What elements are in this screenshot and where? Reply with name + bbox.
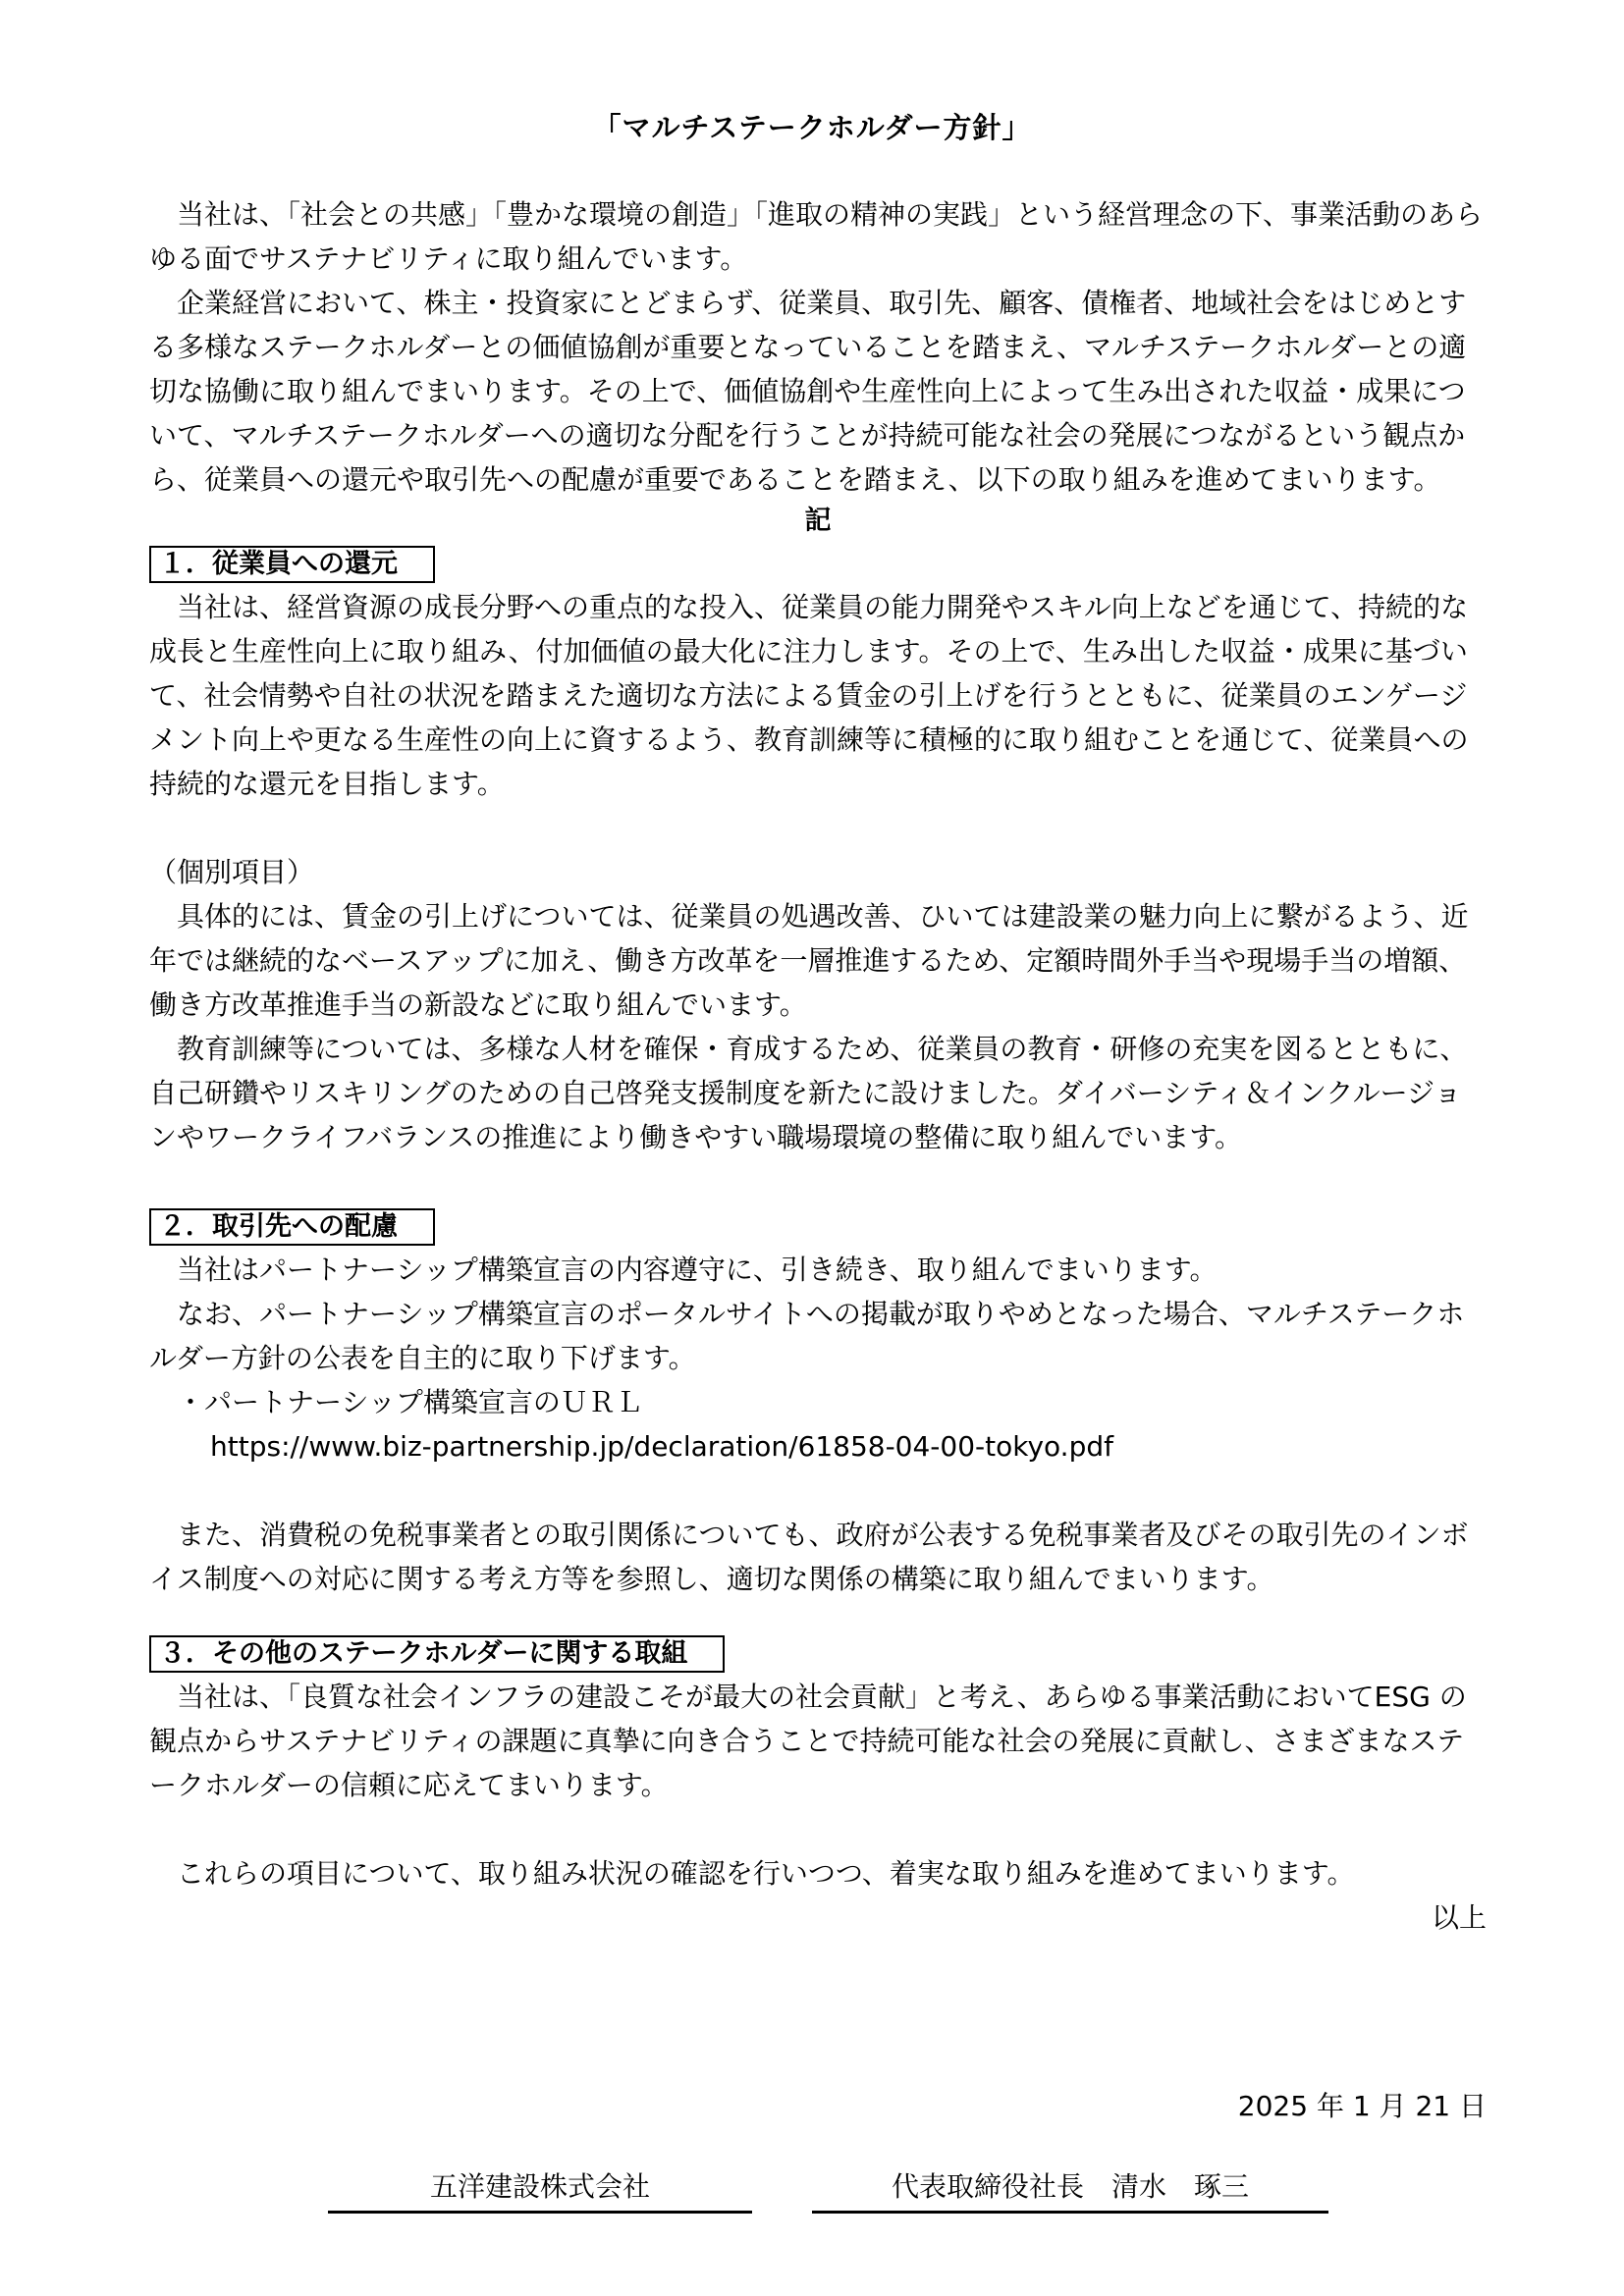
spacer: [149, 1468, 1487, 1513]
section-3-heading: ３．その他のステークホルダーに関する取組: [149, 1635, 725, 1673]
section-2-heading: ２．取引先への配慮: [149, 1208, 435, 1246]
document-title: 「マルチステークホルダー方針」: [592, 111, 1032, 144]
company-name: 五洋建設株式会社: [328, 2165, 752, 2214]
ijou-mark: 以上: [1431, 1901, 1487, 1934]
section-1-paragraph-1: 当社は、経営資源の成長分野への重点的な投入、従業員の能力開発やスキル向上などを通じて、持続的な成長と生産性向上に取り組み、付加価値の最大化に注力します。その上で、生み出した収益・成果に基づいて、社会情勢や自社の状況を踏まえた適切な方法による賃金の引上げを行うとともに、従業員のエンゲージメント向上や更なる生産性の向上に資するよう、教育訓練等に積極的に取り組むことを通じて、従業員への持続的な還元を目指します。: [149, 591, 1469, 800]
intro-paragraph-2: 企業経営において、株主・投資家にとどまらず、従業員、取引先、顧客、債権者、地域社会をはじめとする多様なステークホルダーとの価値協創が重要となっていることを踏まえ、マルチステークホルダーとの適切な協働に取り組んでまいります。その上で、価値協創や生産性向上によって生み出された収益・成果について、マルチステークホルダーへの適切な分配を行うことが持続可能な社会の発展につながるという観点から、従業員への還元や取引先への配慮が重要であることを踏まえ、以下の取り組みを進めてまいります。: [149, 287, 1467, 496]
section-2-paragraph-1: 当社はパートナーシップ構築宣言の内容遵守に、引き続き、取り組んでまいります。: [177, 1254, 1218, 1286]
section-1-heading: １．従業員への還元: [149, 546, 435, 583]
section-2-paragraph-2: なお、パートナーシップ構築宣言のポータルサイトへの掲載が取りやめとなった場合、マルチステークホルダー方針の公表を自主的に取り下げます。: [149, 1298, 1465, 1374]
spacer: [149, 1159, 1487, 1203]
closing-paragraph: これらの項目について、取り組み状況の確認を行いつつ、着実な取り組みを進めてまいります。: [177, 1857, 1355, 1890]
section-2-paragraph-3: また、消費税の免税事業者との取引関係についても、政府が公表する免税事業者及びその取引先のインボイス制度への対応に関する考え方等を参照し、適切な関係の構築に取り組んでまいります。: [149, 1519, 1469, 1595]
partnership-url-link[interactable]: https://www.biz-partnership.jp/declaration/61858-04-00-tokyo.pdf: [210, 1430, 1113, 1463]
document-body: [149, 192, 1487, 1940]
spacer: [149, 806, 1487, 850]
representative-name: 代表取締役社長 清水 琢三: [812, 2165, 1328, 2214]
intro-paragraph-1: 当社は、「社会との共感」「豊かな環境の創造」「進取の精神の実践」という経営理念の下、事業活動のあらゆる面でサステナビリティに取り組んでいます。: [149, 198, 1484, 275]
section-1-paragraph-3: 教育訓練等については、多様な人材を確保・育成するため、従業員の教育・研修の充実を図るとともに、自己研鑽やリスキリングのための自己啓発支援制度を新たに設けました。ダイバーシティ＆インクルージョンやワークライフバランスの推進により働きやすい職場環境の整備に取り組んでいます。: [149, 1033, 1468, 1153]
section-3-paragraph-1: 当社は、「良質な社会インフラの建設こそが最大の社会貢献」と考え、あらゆる事業活動においてESG の観点からサステナビリティの課題に真摯に向き合うことで持続可能な社会の発展に貢献し、さまざまなステークホルダーの信頼に応えてまいります。: [149, 1681, 1467, 1801]
spacer: [149, 1601, 1487, 1630]
section-2-url-label: ・パートナーシップ構築宣言のＵＲＬ: [177, 1386, 643, 1418]
ki-mark: 記: [804, 506, 832, 536]
spacer: [149, 1807, 1487, 1851]
section-1-paragraph-2: 具体的には、賃金の引上げについては、従業員の処遇改善、ひいては建設業の魅力向上に繋がるよう、近年では継続的なベースアップに加え、働き方改革を一層推進するため、定額時間外手当や現場手当の増額、働き方改革推進手当の新設などに取り組んでいます。: [149, 900, 1469, 1021]
section-1-sub-label: （個別項目）: [149, 856, 315, 888]
document-date: 2025 年 1 月 21 日: [1237, 2090, 1487, 2122]
